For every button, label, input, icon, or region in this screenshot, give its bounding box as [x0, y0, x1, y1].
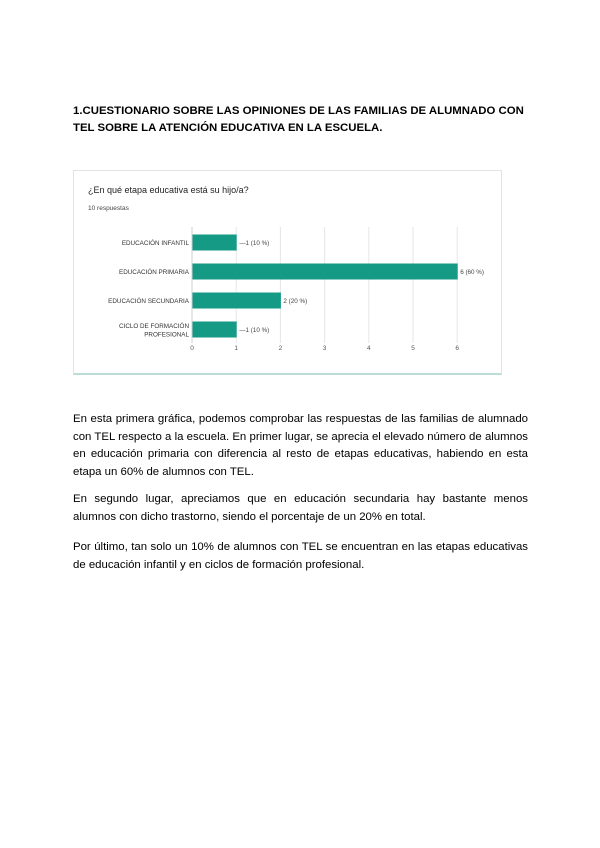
bar — [193, 264, 458, 280]
chart-card — [73, 170, 502, 375]
data-label: —1 (10 %) — [239, 240, 270, 247]
bar — [193, 293, 281, 309]
x-tick-label: 0 — [190, 345, 194, 352]
data-label: 6 (60 %) — [460, 269, 485, 276]
document-title: 1.CUESTIONARIO SOBRE LAS OPINIONES DE LAS FAMILIAS DE ALUMNADO CON TEL SOBRE LA ATENCIÓN EDUCATIVA EN LA ESCUELA. — [73, 105, 524, 134]
chart-question: ¿En qué etapa educativa está su hijo/a? — [88, 185, 249, 195]
paragraph-3: Por último, tan solo un 10% de alumnos con TEL se encuentran en las etapas educativas de educación infantil y en ciclos de formación profesional. — [73, 541, 528, 571]
x-tick-label: 2 — [278, 345, 283, 352]
category-label: EDUCACIÓN SECUNDARIA — [108, 298, 189, 305]
bar-chart — [74, 171, 503, 376]
category-label: PROFESIONAL — [144, 331, 189, 339]
x-tick-label: 5 — [411, 345, 415, 352]
category-label: CICLO DE FORMACIÓN — [119, 322, 189, 330]
category-label: EDUCACIÓN PRIMARIA — [119, 269, 189, 276]
response-count: 10 respuestas — [88, 205, 129, 212]
category-label: EDUCACIÓN INFANTIL — [121, 240, 189, 247]
x-tick-label: 6 — [455, 345, 460, 352]
paragraph-1: En esta primera gráfica, podemos comprobar las respuestas de las familias de alumnado con TEL respecto a la escuela. En primer lugar, se aprecia el elevado número de alumnos en educación primaria con diferencia al resto de etapas educativas, habiendo en esta etapa un 60% de alumnos con TEL. — [73, 413, 528, 478]
x-tick-label: 4 — [366, 345, 371, 352]
data-label: 2 (20 %) — [283, 298, 308, 305]
x-tick-label: 3 — [322, 345, 327, 352]
x-tick-label: 1 — [234, 345, 239, 352]
bar — [193, 235, 237, 251]
data-label: —1 (10 %) — [239, 327, 270, 334]
paragraph-2: En segundo lugar, apreciamos que en educación secundaria hay bastante menos alumnos con dicho trastorno, siendo el porcentaje de un 20% en total. — [73, 493, 528, 523]
bar — [193, 322, 237, 338]
